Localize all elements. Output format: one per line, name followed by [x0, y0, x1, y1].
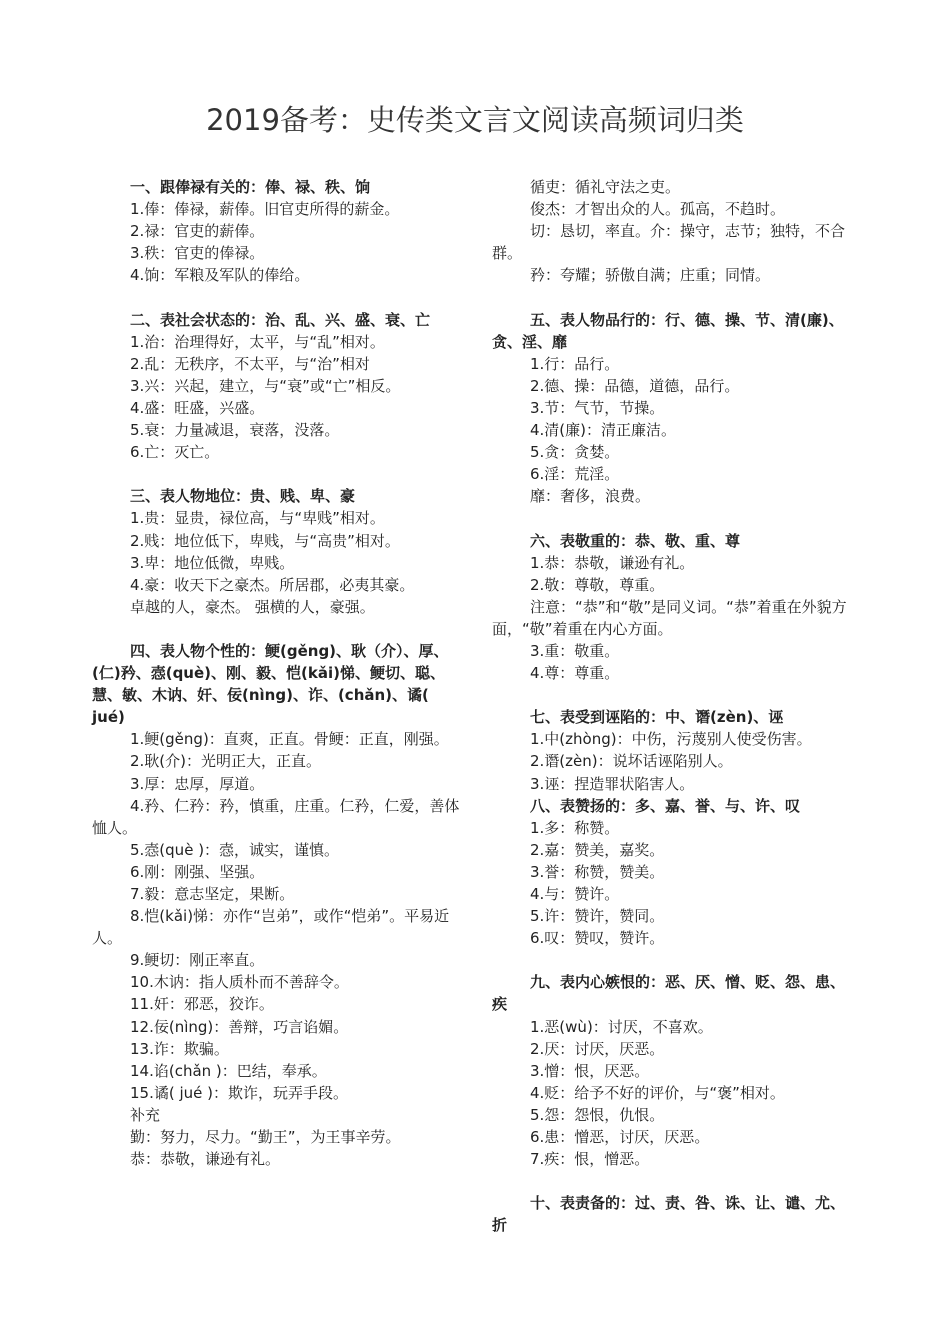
entry-line: 4.饷：军粮及军队的俸给。: [130, 266, 310, 285]
section-heading: 八、表赞扬的：多、嘉、誉、与、许、叹: [530, 796, 801, 815]
entry-line: 恭：恭敬，谦逊有礼。: [130, 1150, 281, 1169]
entry-line: 2.禄：官吏的薪俸。: [130, 222, 265, 241]
blank-line: [92, 618, 464, 640]
entry-line: 5.贪：贪婪。: [530, 443, 620, 462]
entry-line: 1.行：品行。: [530, 354, 620, 373]
entry-line: 1.中(zhòng)：中伤，污蔑别人使受伤害。: [530, 730, 812, 749]
blank-line: [492, 286, 854, 308]
entry-line: 4.贬：给予不好的评价，与“褒”相对。: [530, 1083, 785, 1102]
document-title: 2019备考：史传类文言文阅读高频词归类: [206, 103, 744, 137]
section-heading: 五、表人物品行的：行、德、操、节、清(廉)、贪、淫、靡: [492, 310, 844, 351]
entry-line: 2.耿(介)：光明正大，正直。: [130, 752, 322, 771]
entry-line: 14.谄(chǎn )：巴结，奉承。: [130, 1061, 327, 1080]
entry-line: 6.患：憎恶，讨厌，厌恶。: [530, 1128, 710, 1147]
blank-line: [92, 286, 464, 308]
entry-line: 3.兴：兴起，建立，与“衰”或“亡”相反。: [130, 376, 401, 395]
entry-line: 8.恺(kǎi)悌：亦作“岂弟”，或作“恺弟”。平易近人。: [92, 907, 450, 948]
entry-line: 1.贵：显贵，禄位高，与“卑贱”相对。: [130, 509, 385, 528]
entry-line: 矜：夸耀；骄傲自满；庄重；同情。: [530, 266, 771, 285]
entry-line: 循吏：循礼守法之吏。: [530, 178, 681, 196]
entry-line: 3.誉：称赞，赞美。: [530, 862, 665, 881]
entry-line: 4.矜、仁矜：矜，慎重，庄重。仁矜，仁爱，善体恤人。: [92, 796, 460, 837]
blank-line: [492, 507, 854, 529]
entry-line: 5.衰：力量减退，衰落，没落。: [130, 421, 340, 440]
entry-line: 3.憎：恨，厌恶。: [530, 1061, 650, 1080]
section-heading: 二、表社会状态的：治、乱、兴、盛、衰、亡: [130, 310, 431, 329]
blank-line: [492, 949, 854, 971]
section-heading: 四、表人物个性的：鲠(gěng)、耿（介）、厚、(仁)矜、悫(què)、刚、毅、恺(kǎi)悌、鲠切、聪、慧、敏、木讷、奸、佞(nìng)、诈、(chǎn)、谲( jué): [92, 641, 449, 727]
entry-line: 4.盛：旺盛，兴盛。: [130, 398, 265, 417]
entry-line: 7.毅：意志坚定，果断。: [130, 885, 295, 903]
entry-line: 3.节：气节，节操。: [530, 398, 665, 417]
entry-line: 2.厌：讨厌，厌恶。: [530, 1039, 665, 1058]
entry-line: 3.诬：捏造罪状陷害人。: [530, 774, 695, 793]
entry-line: 4.与：赞许。: [530, 885, 620, 903]
entry-line: 1.鲠(gěng)：直爽，正直。骨鲠：正直，刚强。: [130, 730, 449, 749]
section-heading: 一、跟俸禄有关的：俸、禄、秩、饷: [130, 178, 371, 196]
entry-line: 10.木讷：指人质朴而不善辞令。: [130, 973, 349, 992]
entry-line: 3.厚：忠厚，厚道。: [130, 774, 265, 793]
entry-line: 补充: [130, 1105, 161, 1124]
entry-line: 1.治：治理得好，太平，与“乱”相对。: [130, 332, 385, 351]
entry-line: 靡：奢侈，浪费。: [530, 487, 651, 506]
entry-line: 6.叹：赞叹，赞许。: [530, 929, 665, 948]
entry-line: 5.悫(què )：悫，诚实，谨慎。: [130, 840, 340, 859]
section-heading: 九、表内心嫉恨的：恶、厌、憎、贬、怨、患、疾: [492, 973, 846, 1014]
section-heading: 七、表受到诬陷的：中、谮(zèn)、诬: [530, 708, 784, 727]
entry-line: 4.尊：尊重。: [530, 664, 620, 683]
entry-line: 1.多：称赞。: [530, 818, 620, 837]
entry-line: 11.奸：邪恶，狡诈。: [130, 995, 274, 1014]
entry-line: 切：恳切，率直。介：操守，志节；独特，不合群。: [492, 222, 846, 263]
entry-line: 3.秩：官吏的俸禄。: [130, 244, 265, 263]
entry-line: 5.许：赞许，赞同。: [530, 907, 665, 926]
entry-line: 1.俸：俸禄，薪俸。旧官吏所得的薪金。: [130, 200, 400, 219]
entry-line: 5.怨：怨恨，仇恨。: [530, 1105, 665, 1124]
entry-line: 2.贱：地位低下，卑贱，与“高贵”相对。: [130, 531, 400, 550]
entry-line: 12.佞(nìng)：善辩，巧言谄媚。: [130, 1017, 349, 1036]
entry-line: 4.豪：收天下之豪杰。所居郡，必夷其豪。: [130, 575, 415, 594]
entry-line: 2.德、操：品德，道德，品行。: [530, 376, 740, 395]
entry-line: 1.恭：恭敬，谦逊有礼。: [530, 553, 695, 572]
entry-line: 4.清(廉)：清正廉洁。: [530, 421, 677, 440]
entry-line: 卓越的人，豪杰。 强横的人，豪强。: [130, 597, 375, 616]
entry-line: 俊杰：才智出众的人。孤高，不趋时。: [530, 200, 786, 219]
blank-line: [492, 684, 854, 706]
entry-line: 2.敬：尊敬，尊重。: [530, 575, 665, 594]
left-column: [92, 176, 464, 1170]
right-column: [492, 176, 854, 1237]
entry-line: 6.淫：荒淫。: [530, 465, 620, 484]
entry-line: 13.诈：欺骗。: [130, 1039, 229, 1058]
entry-line: 1.恶(wù)：讨厌，不喜欢。: [530, 1017, 713, 1036]
section-heading: 六、表敬重的：恭、敬、重、尊: [530, 531, 741, 550]
section-heading: 十、表责备的：过、责、咎、诛、让、谴、尤、折: [492, 1194, 846, 1235]
entry-line: 2.谮(zèn)：说坏话诬陷别人。: [530, 752, 733, 771]
entry-line: 2.嘉：赞美，嘉奖。: [530, 840, 665, 859]
section-heading: 三、表人物地位：贵、贱、卑、豪: [130, 487, 356, 506]
entry-line: 15.谲( jué )：欺诈，玩弄手段。: [130, 1083, 348, 1102]
entry-line: 7.疾：恨，憎恶。: [530, 1150, 650, 1169]
entry-line: 9.鲠切：刚正率直。: [130, 951, 265, 970]
blank-line: [492, 1170, 854, 1192]
entry-line: 6.亡：灭亡。: [130, 443, 220, 462]
entry-line: 注意：“恭”和“敬”是同义词。“恭”着重在外貌方面，“敬”着重在内心方面。: [492, 597, 847, 638]
entry-line: 3.卑：地位低微，卑贱。: [130, 553, 295, 572]
entry-line: 勤：努力，尽力。“勤王”，为王事辛劳。: [130, 1128, 401, 1147]
entry-line: 3.重：敬重。: [530, 641, 620, 660]
entry-line: 6.刚：刚强、坚强。: [130, 862, 265, 881]
entry-line: 2.乱：无秩序，不太平，与“治”相对: [130, 354, 370, 373]
blank-line: [92, 463, 464, 485]
